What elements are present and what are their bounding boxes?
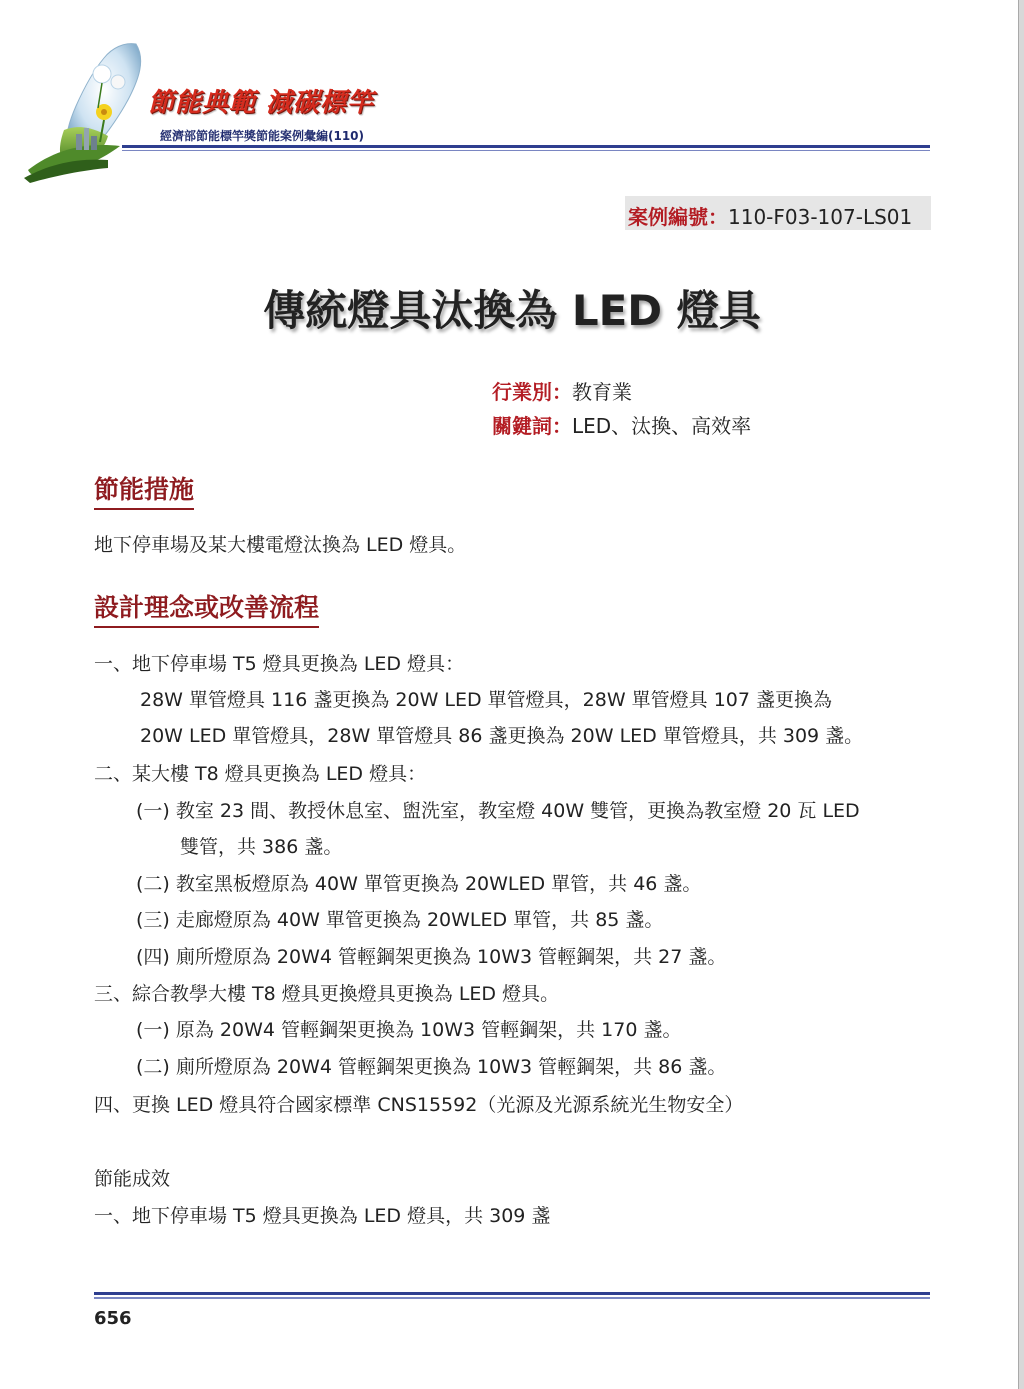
measures-heading: 節能措施 bbox=[94, 470, 194, 510]
footer-rule-thin bbox=[94, 1297, 930, 1299]
design-subitem: (二) 廁所燈原為 20W4 管輕鋼架更換為 10W3 管輕鋼架，共 86 盞。 bbox=[136, 1056, 727, 1078]
brand-subtitle: 經濟部節能標竿獎節能案例彙編(110) bbox=[160, 129, 365, 143]
brand-title: 節能典範 減碳標竿 bbox=[148, 88, 375, 118]
taiwan-logo-icon bbox=[24, 38, 164, 183]
header-rule-thin bbox=[122, 150, 930, 151]
design-item-4: 四、更換 LED 燈具符合國家標準 CNS15592（光源及光源系統光生物安全） bbox=[94, 1094, 744, 1116]
page-number: 656 bbox=[94, 1308, 132, 1329]
design-heading: 設計理念或改善流程 bbox=[94, 588, 319, 628]
design-item-1-detail: 28W 單管燈具 116 盞更換為 20W LED 單管燈具，28W 單管燈具 107 盞更換為 bbox=[140, 689, 832, 711]
industry-value: 教育業 bbox=[572, 380, 632, 404]
design-subitem: (二) 教室黑板燈原為 40W 單管更換為 20WLED 單管，共 46 盞。 bbox=[136, 873, 702, 895]
industry-label: 行業別： bbox=[492, 380, 572, 404]
design-item-3: 三、綜合教學大樓 T8 燈具更換燈具更換為 LED 燈具。 bbox=[94, 983, 560, 1005]
design-item-1: 一、地下停車場 T5 燈具更換為 LED 燈具： bbox=[94, 653, 465, 675]
measures-text: 地下停車場及某大樓電燈汰換為 LED 燈具。 bbox=[94, 534, 467, 556]
design-subitem: (三) 走廊燈原為 40W 單管更換為 20WLED 單管，共 85 盞。 bbox=[136, 909, 664, 931]
design-subitem: (一) 原為 20W4 管輕鋼架更換為 10W3 管輕鋼架，共 170 盞。 bbox=[136, 1019, 682, 1041]
case-number-label: 案例編號： bbox=[628, 205, 728, 229]
keywords-value: LED、汰換、高效率 bbox=[572, 414, 752, 438]
design-subitem: (一) 教室 23 間、教授休息室、盥洗室，教室燈 40W 雙管，更換為教室燈 20 瓦 LED bbox=[136, 800, 860, 822]
design-subitem: (四) 廁所燈原為 20W4 管輕鋼架更換為 10W3 管輕鋼架，共 27 盞。 bbox=[136, 946, 727, 968]
results-heading: 節能成效 bbox=[94, 1168, 171, 1190]
keywords-label: 關鍵詞： bbox=[492, 414, 572, 438]
design-item-1-detail: 20W LED 單管燈具，28W 單管燈具 86 盞更換為 20W LED 單管燈具，共 309 盞。 bbox=[140, 725, 864, 747]
results-item-1: 一、地下停車場 T5 燈具更換為 LED 燈具，共 309 盞 bbox=[94, 1205, 551, 1227]
design-item-2: 二、某大樓 T8 燈具更換為 LED 燈具： bbox=[94, 763, 427, 785]
case-number-box bbox=[625, 196, 931, 230]
page-edge bbox=[1018, 0, 1024, 1389]
case-number-value: 110-F03-107-LS01 bbox=[728, 205, 913, 229]
page-title: 傳統燈具汰換為 LED 燈具 bbox=[263, 286, 761, 335]
industry-line bbox=[492, 376, 632, 405]
design-subitem-cont: 雙管，共 386 盞。 bbox=[180, 836, 343, 858]
footer-rule bbox=[94, 1292, 930, 1295]
header-rule bbox=[122, 145, 930, 148]
keywords-line bbox=[492, 410, 751, 439]
